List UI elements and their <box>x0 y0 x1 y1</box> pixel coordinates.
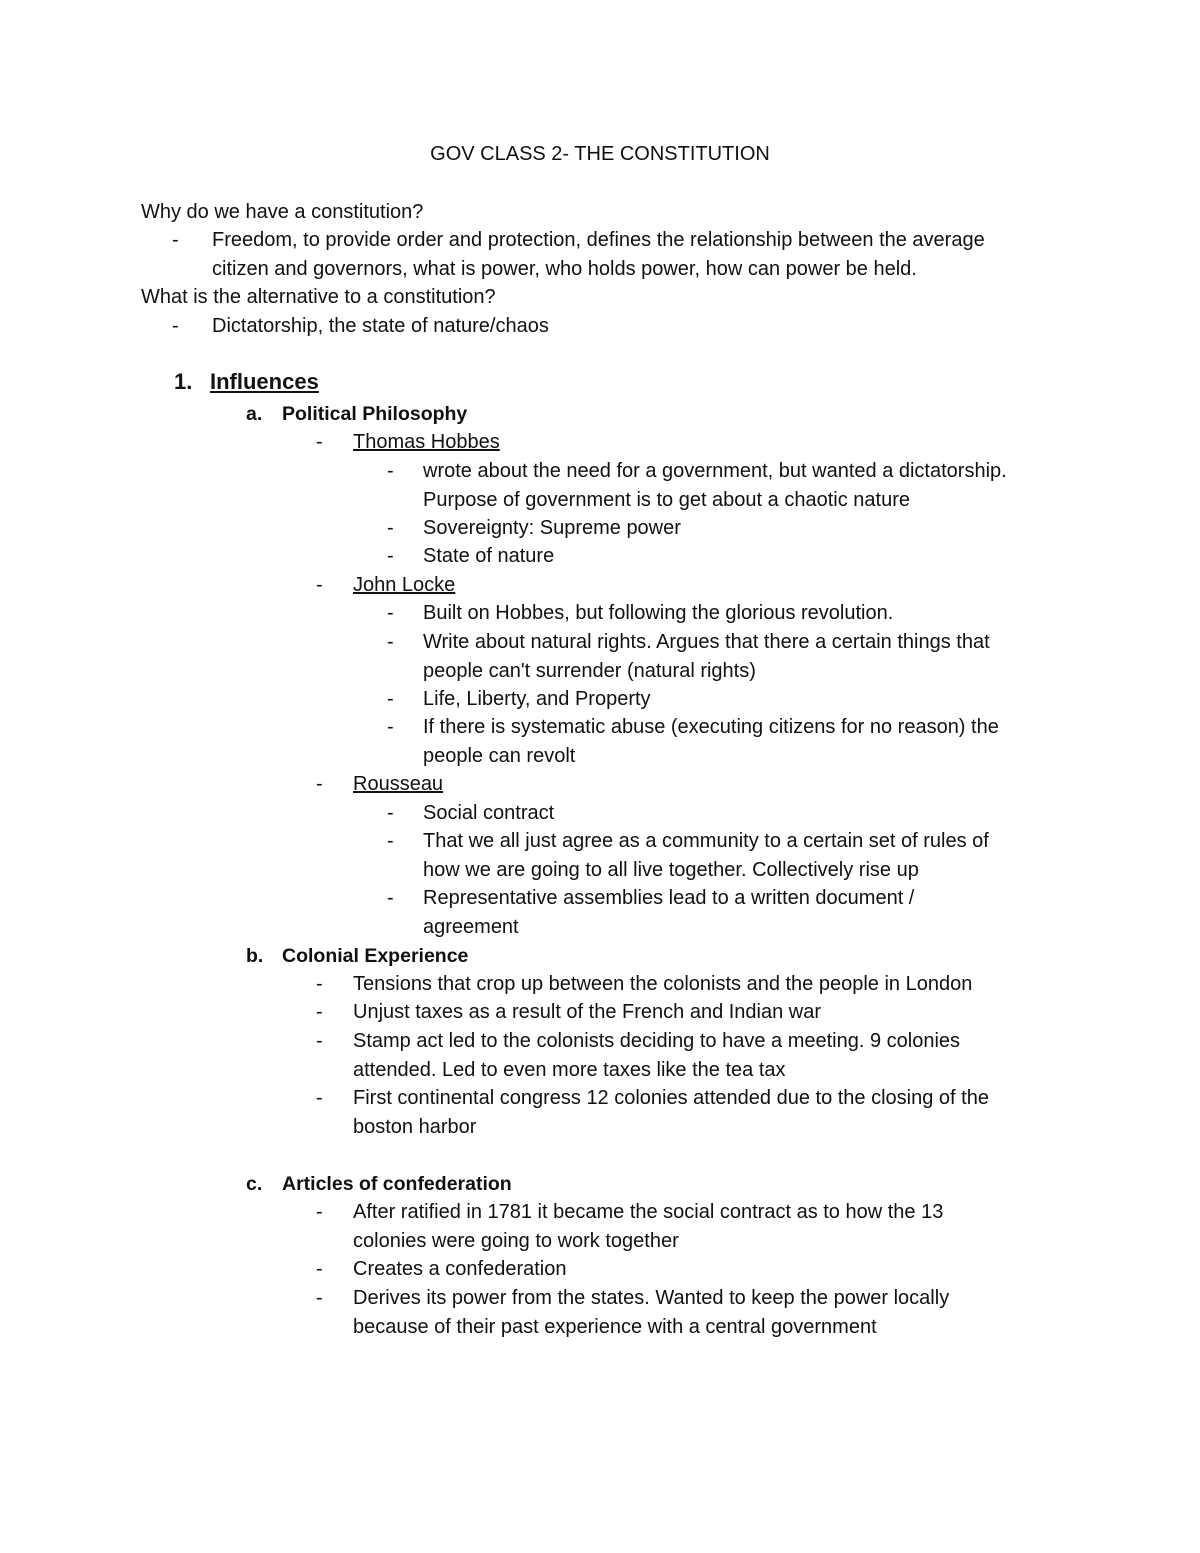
note-line: If there is systematic abuse (executing citizens for no reason) the <box>423 716 999 738</box>
note-line: Sovereignty: Supreme power <box>423 517 681 539</box>
dash-bullet: - <box>387 688 394 710</box>
section-heading-influences <box>174 368 319 397</box>
document-title: GOV CLASS 2- THE CONSTITUTION <box>430 143 770 165</box>
section-label: Influences <box>210 369 319 394</box>
note-line: people can't surrender (natural rights) <box>423 659 756 682</box>
note-item <box>316 1255 1076 1284</box>
note-item <box>387 827 1067 884</box>
note-line: wrote about the need for a government, but wanted a dictatorship. <box>423 460 1007 482</box>
note-item <box>387 799 1067 828</box>
note-item <box>387 685 1067 714</box>
note-line: boston harbor <box>353 1115 477 1138</box>
dash-bullet: - <box>387 602 394 624</box>
subsection-letter: b. <box>246 945 264 967</box>
answer-alternative <box>172 312 1072 341</box>
note-line: Representative assemblies lead to a written document / <box>423 887 915 909</box>
note-item <box>387 457 1067 514</box>
subsection-letter: a. <box>246 403 263 425</box>
subsection-heading-political-philosophy <box>246 400 467 429</box>
section-number: 1. <box>174 369 193 394</box>
dash-bullet: - <box>316 973 323 995</box>
note-item <box>316 1198 1076 1255</box>
note-line: Life, Liberty, and Property <box>423 688 651 710</box>
philosopher-rousseau <box>316 770 1076 799</box>
note-line: That we all just agree as a community to a certain set of rules of <box>423 830 989 852</box>
note-line: First continental congress 12 colonies attended due to the closing of the <box>353 1087 989 1109</box>
subsection-label: Colonial Experience <box>282 945 469 967</box>
note-item <box>316 970 1076 999</box>
dash-bullet: - <box>316 773 323 795</box>
note-line: agreement <box>423 915 519 938</box>
dash-bullet: - <box>316 1201 323 1223</box>
note-item <box>316 1284 1076 1341</box>
philosopher-hobbes <box>316 428 1076 457</box>
note-line: people can revolt <box>423 744 576 767</box>
subsection-heading-colonial-experience <box>246 942 468 971</box>
dash-bullet: - <box>316 1087 323 1109</box>
note-line: Tensions that crop up between the colonists and the people in London <box>353 973 973 995</box>
note-item <box>387 884 1067 941</box>
philosopher-name: John Locke <box>353 574 456 596</box>
question-why-constitution: Why do we have a constitution? <box>141 201 424 223</box>
note-line: colonies were going to work together <box>353 1229 679 1252</box>
note-item <box>316 1084 1076 1141</box>
note-item <box>316 1027 1076 1084</box>
subsection-label: Political Philosophy <box>282 403 468 425</box>
answer-why-constitution <box>172 226 1072 283</box>
subsection-letter: c. <box>246 1173 263 1195</box>
subsection-label: Articles of confederation <box>282 1173 512 1195</box>
note-line: Stamp act led to the colonists deciding to have a meeting. 9 colonies <box>353 1030 961 1052</box>
philosopher-name: Thomas Hobbes <box>353 431 500 453</box>
dash-bullet: - <box>316 431 323 453</box>
dash-bullet: - <box>316 574 323 596</box>
dash-bullet: - <box>387 631 394 653</box>
note-item <box>387 599 1067 628</box>
note-line: Purpose of government is to get about a chaotic nature <box>423 488 910 511</box>
note-item <box>316 998 1076 1027</box>
answer-line: citizen and governors, what is power, who holds power, how can power be held. <box>212 257 917 280</box>
philosopher-locke <box>316 571 1076 600</box>
philosopher-name: Rousseau <box>353 773 444 795</box>
dash-bullet: - <box>387 545 394 567</box>
note-line: Social contract <box>423 802 555 824</box>
note-line: Write about natural rights. Argues that there a certain things that <box>423 631 990 653</box>
note-line: Creates a confederation <box>353 1258 567 1280</box>
note-line: Derives its power from the states. Wanted to keep the power locally <box>353 1287 950 1309</box>
note-line: how we are going to all live together. Collectively rise up <box>423 858 919 881</box>
dash-bullet: - <box>316 1030 323 1052</box>
dash-bullet: - <box>316 1258 323 1280</box>
note-line: Built on Hobbes, but following the glorious revolution. <box>423 602 894 624</box>
dash-bullet: - <box>172 229 179 251</box>
dash-bullet: - <box>387 887 394 909</box>
note-item <box>387 514 1067 543</box>
dash-bullet: - <box>316 1287 323 1309</box>
dash-bullet: - <box>387 802 394 824</box>
dash-bullet: - <box>387 716 394 738</box>
note-item <box>387 542 1067 571</box>
dash-bullet: - <box>387 517 394 539</box>
note-item <box>387 713 1067 770</box>
question-alternative: What is the alternative to a constitution? <box>141 286 496 308</box>
dash-bullet: - <box>172 315 179 337</box>
note-line: State of nature <box>423 545 555 567</box>
dash-bullet: - <box>387 830 394 852</box>
answer-line: Dictatorship, the state of nature/chaos <box>212 315 549 337</box>
answer-line: Freedom, to provide order and protection, defines the relationship between the average <box>212 229 985 251</box>
note-line: because of their past experience with a central government <box>353 1315 877 1338</box>
dash-bullet: - <box>387 460 394 482</box>
note-line: Unjust taxes as a result of the French and Indian war <box>353 1001 822 1023</box>
dash-bullet: - <box>316 1001 323 1023</box>
subsection-heading-articles-of-confederation <box>246 1170 512 1199</box>
note-line: attended. Led to even more taxes like the tea tax <box>353 1058 786 1081</box>
note-line: After ratified in 1781 it became the social contract as to how the 13 <box>353 1201 944 1223</box>
note-item <box>387 628 1067 685</box>
